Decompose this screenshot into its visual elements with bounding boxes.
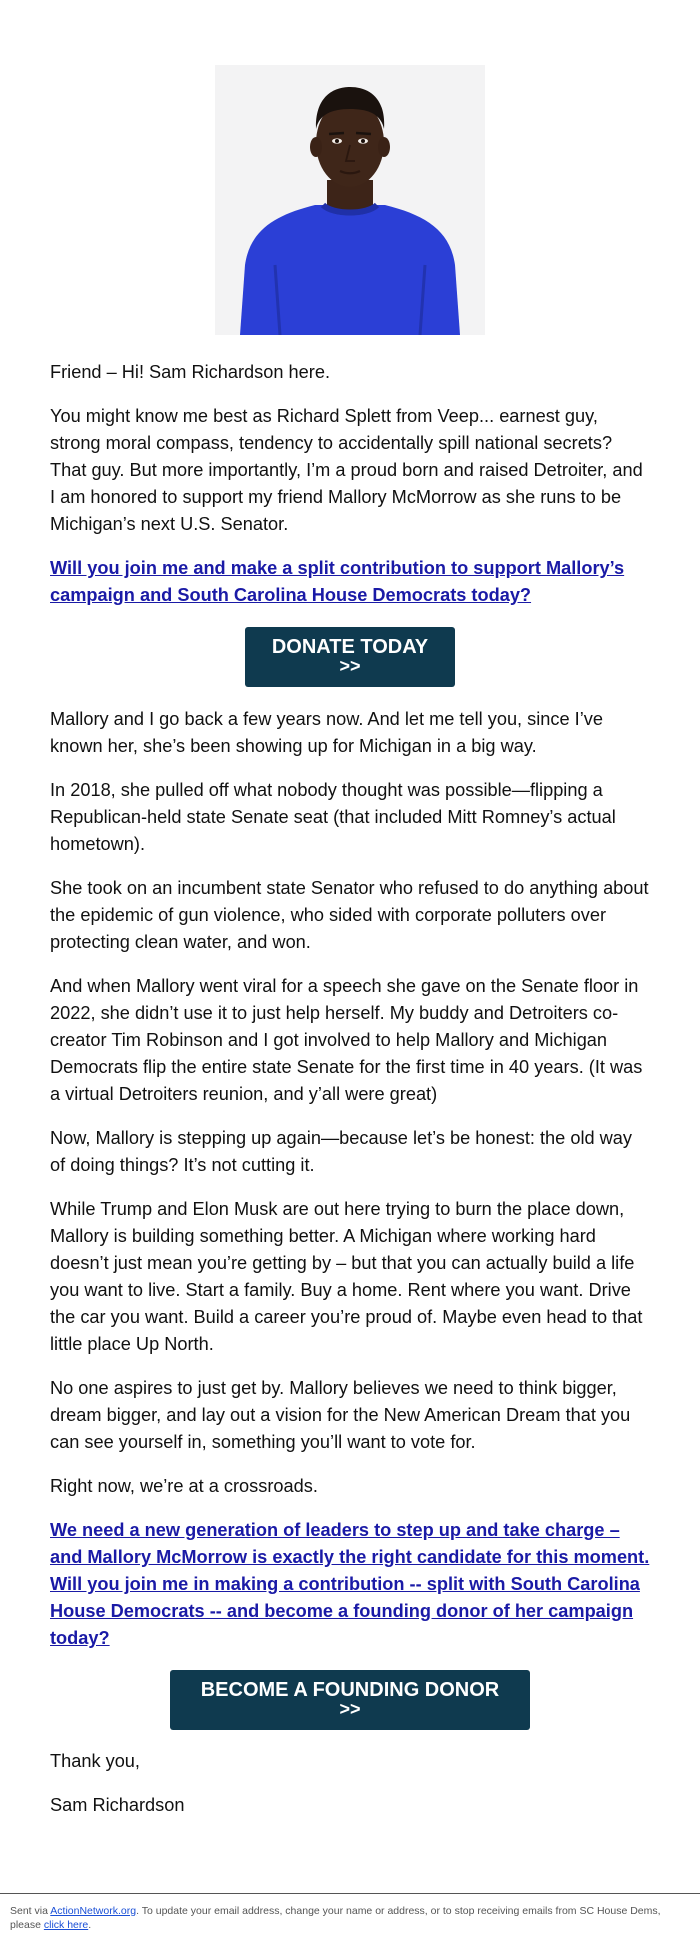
donate-button-row [50,627,650,687]
founding-button-arrows: >> [339,1699,361,1719]
donate-today-button[interactable] [245,627,455,687]
donate-button-label: DONATE TODAY [271,636,429,658]
greeting-text: Friend – Hi! Sam Richardson here. [50,362,331,382]
footer-middle-text: . To update your email address, change your name or address, or to stop receiving emails from SC House Dems, please [10,1905,661,1931]
founding-donor-link[interactable]: We need a new generation of leaders to step up and take charge – and Mallory McMorrow is exactly the right candidate for this moment. Will you join me in making a contribution -- split with South Carolina House Democrats -- and become a founding donor of her campaign today? [50,1520,650,1648]
portrait-photo [215,65,485,335]
portrait-illustration [215,65,485,335]
actionnetwork-link[interactable]: ActionNetwork.org [50,1905,137,1917]
founding-button-label: BECOME A FOUNDING DONOR [200,1679,500,1701]
body-paragraph-7: No one aspires to just get by. Mallory believes we need to think bigger, dream bigger, and lay out a vision for the New American Dream that you can see yourself in, something you’ll want to vote for. [50,1378,631,1452]
cta-paragraph-2 [50,1517,650,1652]
body-paragraph-8: Right now, we’re at a crossroads. [50,1476,318,1496]
footer-prefix: Sent via [10,1905,51,1917]
body-paragraph-6: While Trump and Elon Musk are out here trying to burn the place down, Mallory is building something better. A Michigan where working hard doesn’t just mean you’re getting by – but that you can actually build a life you want to live. Start a family. Buy a home. Rent where you want. Drive the car you want. Build a career you’re proud of. Maybe even head to that little place Up North. [50,1199,643,1354]
split-contribution-link[interactable]: Will you join me and make a split contribution to support Mallory’s campaign and South Carolina House Democrats today? [50,558,625,605]
intro-paragraph: You might know me best as Richard Splett from Veep... earnest guy, strong moral compass, tendency to accidentally spill national secrets? That guy. But more importantly, I’m a proud born and raised Detroiter, and I am honored to support my friend Mallory McMorrow as she runs to be Michigan’s next U.S. Senator. [50,406,643,534]
body-paragraph-1: Mallory and I go back a few years now. And let me tell you, since I’ve known her, she’s been showing up for Michigan in a big way. [50,709,603,756]
become-founding-donor-button[interactable] [170,1670,530,1730]
body-paragraph-4: And when Mallory went viral for a speech she gave on the Senate floor in 2022, she didn’t use it to just help herself. My buddy and Detroiters co-creator Tim Robinson and I got involved to help Mallory and Michigan Democrats flip the entire state Senate for the first time in 40 years. (It was a virtual Detroiters reunion, and y’all were great) [50,976,643,1104]
unsubscribe-link[interactable]: click here [43,1919,89,1931]
header-photo-container [50,65,650,340]
footer-suffix: . [88,1919,92,1931]
founding-button-row [50,1670,650,1730]
signoff-text: Thank you, [50,1751,140,1771]
body-paragraph-3: She took on an incumbent state Senator who refused to do anything about the epidemic of gun violence, who sided with corporate polluters over protecting clean water, and won. [50,878,649,952]
email-body [50,65,650,1819]
body-paragraph-5: Now, Mallory is stepping up again—because let’s be honest: the old way of doing things? It’s not cutting it. [50,1128,633,1175]
signature-name: Sam Richardson [50,1795,185,1815]
email-footer [0,1893,700,1932]
body-paragraph-2: In 2018, she pulled off what nobody thought was possible—flipping a Republican-held state Senate seat (that included Mitt Romney’s actual hometown). [50,780,616,854]
donate-button-arrows: >> [339,656,361,676]
cta-paragraph-1 [50,555,650,609]
